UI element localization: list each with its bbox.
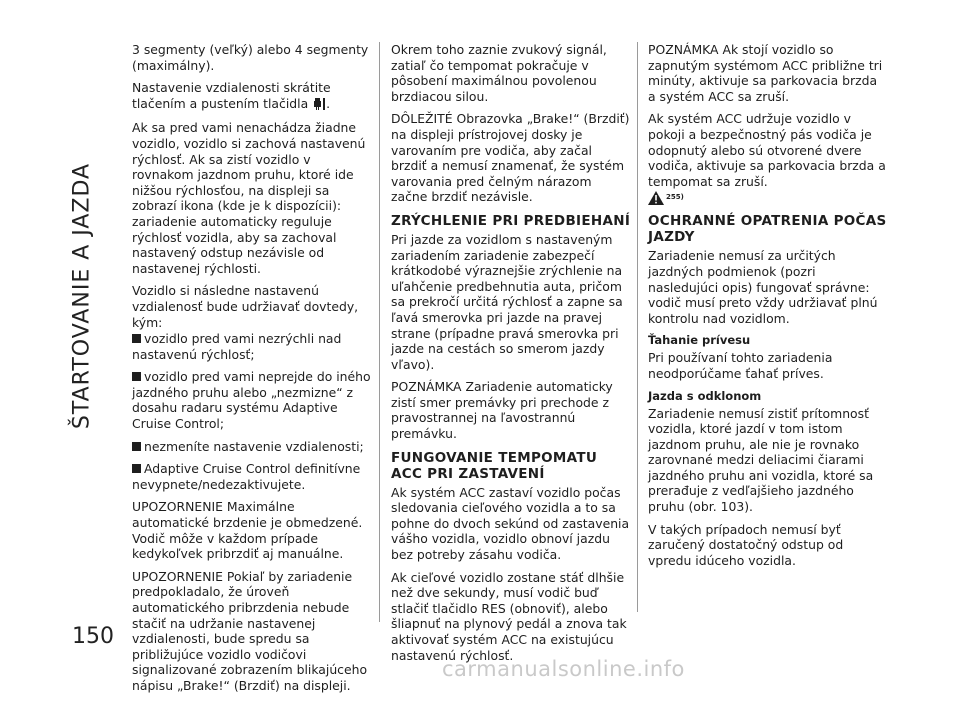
warning-reference <box>648 191 888 205</box>
warning-triangle-icon <box>648 191 664 205</box>
warning-reference-number: 255) <box>666 192 684 201</box>
bullet-icon <box>132 372 141 381</box>
subsection-heading: Jazda s odklonom <box>648 388 762 403</box>
paragraph: POZNÁMKA Ak stojí vozidlo so zapnutým systémom ACC približne tri minúty, aktivuje sa parkovacia brzda a systém ACC sa zruší. <box>648 42 883 104</box>
paragraph: Zariadenie nemusí za určitých jazdných podmienok (pozri nasledujúci opis) fungovať správne: vodič musí preto vždy udržiavať plnú kontrolu nad vozidlom. <box>648 248 878 326</box>
paragraph: Ak sa pred vami nenachádza žiadne vozidlo, vozidlo si zachová nastavenú rýchlosť. Ak sa zistí vozidlo v rovnakom jazdnom pruhu, ktoré ide nižšou rýchlosťou, na displeji sa zobrazí ikona (kde je k dispozícii): zariadenie automaticky reguluje rýchlosť vozidla, aby sa zachoval nastavený odstup nezávisle od nastavenej rýchlosti. <box>132 120 366 276</box>
paragraph: Pri používaní tohto zariadenia neodporúčame ťahať príves. <box>648 350 833 381</box>
bullet-icon <box>132 464 141 473</box>
list-item: vozidlo pred vami neprejde do iného jazdného pruhu alebo „nezmizne“ z dosahu radaru systému Adaptive Cruise Control; <box>132 369 371 432</box>
column-2 <box>391 42 631 670</box>
column-divider-2 <box>637 42 638 612</box>
column-1 <box>132 42 372 701</box>
column-divider-1 <box>379 42 380 622</box>
paragraph: Ak cieľové vozidlo zostane stáť dlhšie než dve sekundy, musí vodič buď stlačiť tlačidlo RES (obnoviť), alebo šliapnuť na plynový pedál a znova tak aktivovať systém ACC na existujúcu nastavenú rýchlosť. <box>391 569 627 663</box>
section-heading: ZRÝCHLENIE PRI PREDBIEHANÍ <box>391 212 631 229</box>
list-item: vozidlo pred vami nezrýchli nad nastavenú rýchlosť; <box>132 331 342 362</box>
paragraph: UPOZORNENIE Pokiaľ by zariadenie predpokladalo, že úroveň automatického pribrzdenia nebude stačiť na udržanie nastavenej vzdialenosti, bude spredu sa približujúce vozidlo vodičovi signalizované zobrazením blikajúceho nápisu „Brake!“ (Brzdiť) na displeji. <box>132 568 368 693</box>
paragraph: Ak systém ACC udržuje vozidlo v pokoji a bezpečnostný pás vodiča je odopnutý alebo sú otvorené dvere vodiča, aktivuje sa parkovacia brzda a tempomat sa zruší. <box>648 111 886 189</box>
paragraph: Ak systém ACC zastaví vozidlo počas sledovania cieľového vozidla a to sa pohne do dvoch sekúnd od zastavenia vášho vozidla, vozidlo obnoví jazdu bez potreby zásahu vodiča. <box>391 484 630 563</box>
paragraph: Vozidlo si následne nastavenú vzdialenosť bude udržiavať dovtedy, kým: <box>132 283 359 330</box>
paragraph: Pri jazde za vozidlom s nastaveným zariadením zariadenie zabezpečí krátkodobé výraznejšie zrýchlenie na uľahčenie predbehnutia auta, pričom sa prekročí určitá rýchlosť a zapne sa ľavá smerovka pri jazde na pravej strane (prípadne pravá smerovka pri jazde na cestách so smerom jazdy vľavo). <box>391 231 623 372</box>
paragraph: DÔLEŽITÉ Obrazovka „Brake!“ (Brzdiť) na displeji prístrojovej dosky je varovaním pre vodiča, aby začal brzdiť a nemusí znamenať, že systém varovania pred čelným nárazom začne brzdiť nezávisle. <box>391 111 630 205</box>
distance-button-icon <box>314 98 326 114</box>
subsection-heading: Ťahanie prívesu <box>648 333 751 348</box>
section-heading: OCHRANNÉ OPATRENIA POČAS JAZDY <box>648 213 887 246</box>
paragraph: POZNÁMKA Zariadenie automaticky zistí smer premávky pri prechode z pravostrannej na ľavostrannú premávku. <box>391 379 613 442</box>
section-heading: FUNGOVANIE TEMPOMATU ACC PRI ZASTAVENÍ <box>391 449 598 482</box>
column-3 <box>648 42 888 575</box>
page-number: 150 <box>72 624 114 649</box>
watermark: carmanualsonline.info <box>442 657 685 681</box>
list-item: Adaptive Cruise Control definitívne nevypnete/nedezaktivujete. <box>132 461 361 492</box>
paragraph-distance-button: Nastavenie vzdialenosti skrátite tlačením a pustením tlačidla . <box>132 80 372 113</box>
list-item: nezmeníte nastavenie vzdialenosti; <box>132 439 372 455</box>
paragraph: Zariadenie nemusí zistiť prítomnosť vozidla, ktoré jazdí v tom istom jazdnom pruhu, ale nie je rovnako zarovnané medzi deliacimi čiarami jazdného pruhu ani vozidla, ktoré sa prerađuje z vedľajšieho jazdného pruhu (obr. 103). <box>648 405 874 515</box>
paragraph: Okrem toho zaznie zvukový signál, zatiaľ čo tempomat pokračuje v pôsobení maximálnou povolenou brzdiacou silou. <box>391 42 607 104</box>
paragraph: V takých prípadoch nemusí byť zaručený dostatočný odstup od vpredu idúceho vozidla. <box>648 521 844 568</box>
paragraph: UPOZORNENIE Maximálne automatické brzdenie je obmedzené. Vodič môže v každom prípade kedykoľvek pribrzdiť aj manuálne. <box>132 499 363 562</box>
paragraph: 3 segmenty (veľký) alebo 4 segmenty (maximálny). <box>132 42 369 73</box>
bullet-icon <box>132 334 141 343</box>
bullet-icon <box>132 442 141 451</box>
side-title-text: ŠTARTOVANIE A JAZDA <box>69 162 95 430</box>
